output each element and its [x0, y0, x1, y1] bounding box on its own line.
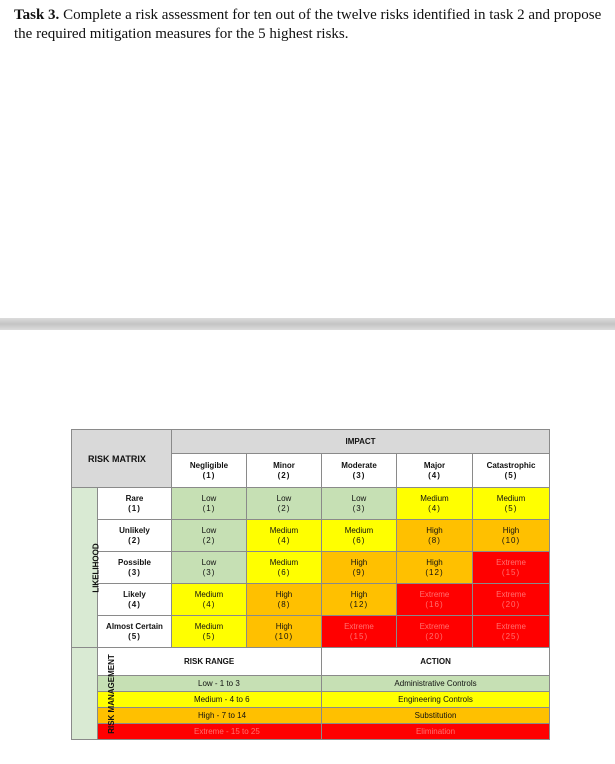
risk-cell: High (8) — [247, 584, 322, 616]
risk-cell: Low (2) — [247, 488, 322, 520]
risk-range-high: High - 7 to 14 — [98, 708, 322, 724]
impact-column: Major (4) — [397, 454, 473, 488]
risk-matrix-title: RISK MATRIX — [72, 430, 172, 488]
management-row — [72, 692, 550, 708]
risk-cell: Extreme (15) — [473, 552, 550, 584]
likelihood-row — [72, 520, 550, 552]
risk-range-header: RISK RANGE — [98, 648, 322, 676]
risk-range-medium: Medium - 4 to 6 — [98, 692, 322, 708]
action-high: Substitution — [322, 708, 550, 724]
page-divider — [0, 318, 615, 330]
risk-cell: Medium (4) — [397, 488, 473, 520]
risk-cell: Medium (6) — [322, 520, 397, 552]
likelihood-level: Rare (1) — [98, 488, 172, 520]
task-text: Complete a risk assessment for ten out of the twelve risks identified in task 2 and propose the required mitigation measures for the 5 highest risks. — [14, 7, 602, 42]
action-extreme: Elimination — [322, 724, 550, 740]
likelihood-level: Unlikely (2) — [98, 520, 172, 552]
action-low: Administrative Controls — [322, 676, 550, 692]
risk-cell: Extreme (20) — [473, 584, 550, 616]
risk-cell: Low (3) — [172, 552, 247, 584]
task-instructions — [14, 6, 604, 44]
impact-column: Catastrophic (5) — [473, 454, 550, 488]
risk-cell: Medium (6) — [247, 552, 322, 584]
management-row — [72, 676, 550, 692]
risk-cell: Extreme (25) — [473, 616, 550, 648]
risk-cell: Medium (5) — [473, 488, 550, 520]
risk-cell: Medium (4) — [247, 520, 322, 552]
likelihood-side-label: LIKELIHOOD — [72, 488, 98, 648]
risk-cell: Low (1) — [172, 488, 247, 520]
risk-cell: High (9) — [322, 552, 397, 584]
impact-column: Negligible (1) — [172, 454, 247, 488]
risk-cell: High (10) — [473, 520, 550, 552]
risk-matrix-table — [71, 429, 550, 740]
management-row — [72, 708, 550, 724]
risk-cell: Medium (4) — [172, 584, 247, 616]
risk-range-extreme: Extreme - 15 to 25 — [98, 724, 322, 740]
risk-cell: Extreme (15) — [322, 616, 397, 648]
risk-range-low: Low - 1 to 3 — [98, 676, 322, 692]
likelihood-row — [72, 488, 550, 520]
task-label: Task 3. — [14, 7, 60, 23]
risk-cell: Low (2) — [172, 520, 247, 552]
risk-cell: Extreme (20) — [397, 616, 473, 648]
management-row — [72, 724, 550, 740]
action-header: ACTION — [322, 648, 550, 676]
risk-cell: High (10) — [247, 616, 322, 648]
action-medium: Engineering Controls — [322, 692, 550, 708]
risk-cell: High (12) — [397, 552, 473, 584]
risk-management-side-label: RISK MANAGEMENT — [72, 648, 98, 740]
impact-header: IMPACT — [172, 430, 550, 454]
impact-column: Minor (2) — [247, 454, 322, 488]
impact-column: Moderate (3) — [322, 454, 397, 488]
likelihood-row — [72, 584, 550, 616]
risk-cell: Medium (5) — [172, 616, 247, 648]
likelihood-level: Likely (4) — [98, 584, 172, 616]
likelihood-row — [72, 552, 550, 584]
risk-cell: Low (3) — [322, 488, 397, 520]
risk-cell: High (8) — [397, 520, 473, 552]
risk-cell: Extreme (16) — [397, 584, 473, 616]
likelihood-level: Almost Certain (5) — [98, 616, 172, 648]
management-header-row — [72, 648, 550, 676]
risk-cell: High (12) — [322, 584, 397, 616]
likelihood-row — [72, 616, 550, 648]
likelihood-level: Possible (3) — [98, 552, 172, 584]
